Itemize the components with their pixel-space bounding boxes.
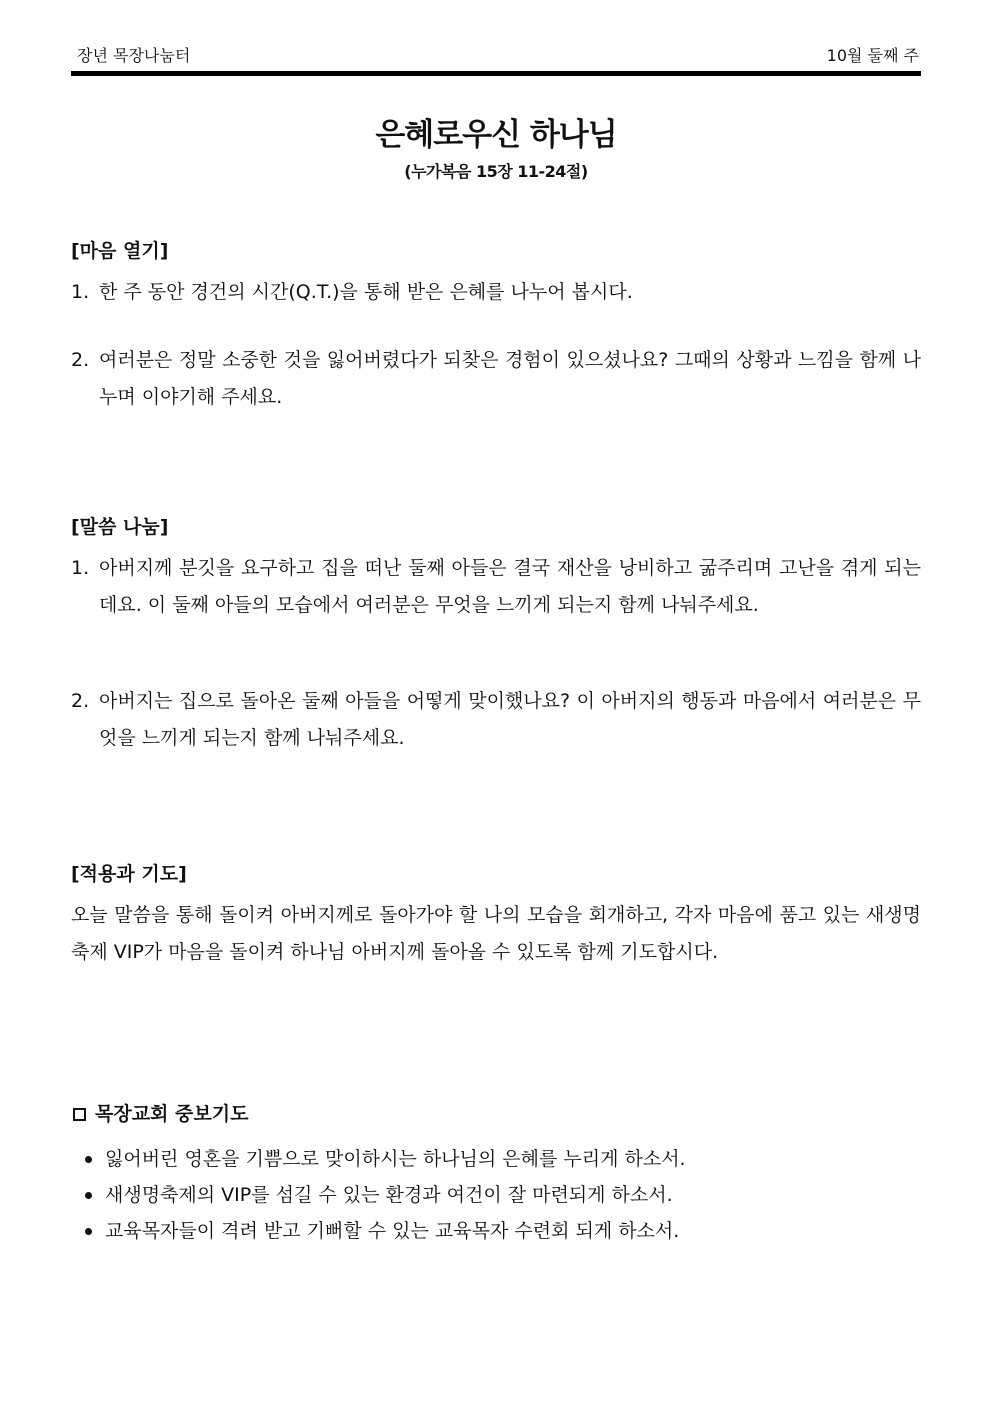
apply-text: 오늘 말씀을 통해 돌이켜 아버지께로 돌아가야 할 나의 모습을 회개하고, 각자 마음에 품고 있는 새생명축제 VIP가 마음을 돌이켜 하나님 아버지께 돌아올 수 있도록 함께 기도합시다. bbox=[71, 904, 921, 963]
question-number: 1. bbox=[71, 557, 90, 579]
page-title: 은혜로우신 하나님 bbox=[375, 117, 617, 153]
checkbox-icon bbox=[73, 1108, 86, 1121]
header-group-name: 장년 목장나눔터 bbox=[77, 46, 191, 65]
prayer-section-heading bbox=[73, 1099, 248, 1129]
prayer-item-text: 새생명축제의 VIP를 섬길 수 있는 환경과 여건이 잘 마련되게 하소서. bbox=[105, 1184, 673, 1206]
bullet-icon bbox=[85, 1192, 92, 1199]
bullet-icon bbox=[85, 1228, 92, 1235]
document-page bbox=[71, 0, 921, 1403]
opening-question-1 bbox=[71, 274, 921, 311]
word-question-1 bbox=[71, 550, 921, 624]
question-number: 2. bbox=[71, 690, 90, 712]
question-text: 여러분은 정말 소중한 것을 잃어버렸다가 되찾은 경험이 있으셨나요? 그때의 상황과 느낌을 함께 나누며 이야기해 주세요. bbox=[99, 349, 921, 408]
prayer-item-text: 잃어버린 영혼을 기쁨으로 맞이하시는 하나님의 은혜를 누리게 하소서. bbox=[105, 1148, 686, 1170]
section-heading-apply: [적용과 기도] bbox=[71, 863, 187, 885]
running-header bbox=[71, 42, 921, 70]
header-divider bbox=[71, 71, 921, 76]
question-number: 1. bbox=[71, 281, 90, 303]
prayer-list bbox=[83, 1141, 913, 1249]
list-item bbox=[83, 1177, 913, 1213]
prayer-item-text: 교육목자들이 격려 받고 기뻐할 수 있는 교육목자 수련회 되게 하소서. bbox=[105, 1220, 680, 1242]
opening-question-2 bbox=[71, 342, 921, 416]
section-heading-word: [말씀 나눔] bbox=[71, 516, 169, 538]
scripture-reference: (누가복음 15장 11-24절) bbox=[404, 162, 588, 181]
question-text: 한 주 동안 경건의 시간(Q.T.)을 통해 받은 은혜를 나누어 봅시다. bbox=[99, 281, 633, 303]
header-week: 10월 둘째 주 bbox=[826, 46, 919, 65]
bullet-icon bbox=[85, 1156, 92, 1163]
prayer-heading-text: 목장교회 중보기도 bbox=[95, 1103, 249, 1125]
question-text: 아버지는 집으로 돌아온 둘째 아들을 어떻게 맞이했나요? 이 아버지의 행동과 마음에서 여러분은 무엇을 느끼게 되는지 함께 나눠주세요. bbox=[99, 690, 921, 749]
list-item bbox=[83, 1141, 913, 1177]
list-item bbox=[83, 1213, 913, 1249]
question-number: 2. bbox=[71, 349, 90, 371]
section-heading-opening: [마음 열기] bbox=[71, 240, 169, 262]
word-question-2 bbox=[71, 683, 921, 757]
question-text: 아버지께 분깃을 요구하고 집을 떠난 둘째 아들은 결국 재산을 낭비하고 굶주리며 고난을 겪게 되는데요. 이 둘째 아들의 모습에서 여러분은 무엇을 느끼게 되는지 함께 나눠주세요. bbox=[99, 557, 921, 616]
